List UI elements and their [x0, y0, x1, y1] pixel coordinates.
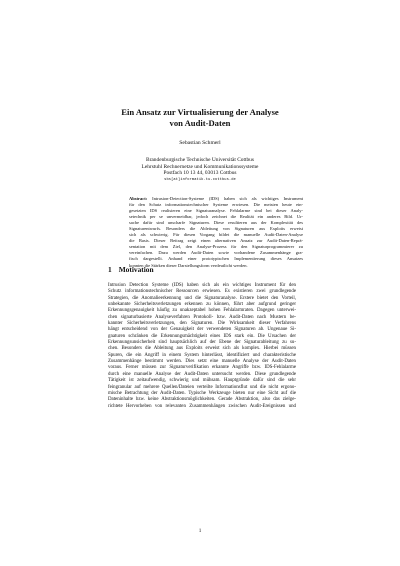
- abstract-line: für den Schutz informationstechnischer Systeme erwiesen. Die meisten heute ein-: [129, 202, 303, 208]
- abstract-line: gesetzten IDS realisieren eine Signaturanalyse. Fehlalarme sind bei dieser Analy-: [129, 208, 303, 214]
- body-line: unbekannte Sicherheitsverletzungen erkennen zu können, führt aber aufgrund geringer: [108, 302, 296, 308]
- body-line: Erkennungsunsicherheit sind hauptsächlich auf der Ebene der Signaturableitung zu su-: [108, 340, 296, 346]
- affiliation-line-3: Postfach 10 13 44, 03013 Cottbus: [163, 170, 237, 177]
- section-number: 1: [108, 265, 112, 274]
- abstract-line: setechnik per se unvermeidbar, jedoch zeichnet die Realität ein anderes Bild. Ur-: [129, 214, 303, 220]
- title-line-1: Ein Ansatz zur Virtualisierung der Analyse: [121, 107, 279, 117]
- section-title: Motivation: [118, 265, 154, 274]
- abstract: [129, 196, 303, 269]
- abstract-line: Signaturentwurfs. Besonders die Ableitung von Signaturen aus Exploits erweist: [129, 226, 303, 232]
- body-line: chen signaturbasierte Analyseverfahren Protokoll- bzw. Audit-Daten nach Mustern be-: [108, 314, 296, 320]
- body-line: Dateninhalte bzw. keine Abstraktionsmöglichkeiten. Gerade Abstraktion, also das zielge-: [108, 397, 296, 403]
- abstract-line: fisch dargestellt. Anhand einer prototypischen Implementierung dieses Ansatzes: [129, 256, 303, 262]
- affiliation: [60, 157, 340, 183]
- abstract-line: konnten die Stärken dieser Darstellungsform verdeutlicht werden.: [129, 262, 248, 268]
- body-line: durch eine manuelle Analyse der Audit-Daten untersucht werden. Diese grundlegende: [108, 371, 296, 377]
- section-heading: [108, 265, 154, 274]
- body-line: Schutz informationstechnischer Ressourcen erwiesen. Es existieren zwei grundlegende: [108, 289, 296, 295]
- title-line-2: von Audit-Daten: [169, 118, 231, 128]
- abstract-line: sentation mit dem Ziel, den Analyse-Prozess für den Signaturprogrammierer zu: [129, 244, 303, 250]
- paper-title: [60, 107, 340, 129]
- abstract-line: Abstract: Intrusion-Detection-Systeme (IDS) haben sich als wichtiges Instrument: [129, 196, 303, 201]
- author-email: sbs[at]informatik.tu-cottbus.de: [164, 177, 236, 182]
- body-line: Tätigkeit ist zeitaufwendig, schwierig und mühsam. Hauptgründe dafür sind die sehr: [108, 378, 296, 384]
- page-number: 1: [198, 528, 202, 534]
- abstract-line: vereinfachen. Dazu werden Audit-Daten sowie vorhandene Zusammenhänge gra-: [129, 250, 303, 256]
- body-line: chen. Besonders die Ableitung aus Exploits erweist sich als komplex. Hierbei müssen: [108, 346, 296, 352]
- body-line: kannter Sicherheitsverletzungen, den Signaturen. Die Wirksamkeit dieser Verfahrens: [108, 321, 296, 327]
- body-line: Strategien, die Anomalieerkennung und die Signaturanalyse. Erstere bietet den Vorteil,: [108, 295, 296, 301]
- abstract-line: die Basis. Dieser Beitrag zeigt einen alternativen Ansatz zur Audit-Daten-Reprä-: [129, 238, 303, 244]
- affiliation-line-1: Brandenburgische Technische Universität Cottbus: [146, 157, 254, 163]
- affiliation-line-2: Lehrstuhl Rechnernetze und Kommunikationssysteme: [141, 163, 259, 170]
- body-line: mische Betrachtung der Audit-Daten. Typische Werkzeuge bieten nur eine Sicht auf die: [108, 390, 296, 396]
- body-line: voraus. Ferner müssen zur Signaturverifikation erkannte Angriffe bzw. IDS-Fehlalarme: [108, 365, 296, 371]
- body-text: [108, 283, 296, 410]
- abstract-line: sich als schwierig. Für diesen Vorgang bildet die manuelle Audit-Daten-Analyse: [129, 232, 303, 238]
- abstract-line: sache dafür sind unscharfe Signaturen. Diese resultieren aus der Komplexität des: [129, 220, 303, 226]
- abstract-label: Abstract:: [129, 196, 148, 201]
- body-line: Zusammenhänge bestimmt werden. Dies setzt eine manuelle Analyse der Audit-Daten: [108, 359, 296, 365]
- body-line: Erkennungsgenauigkeit häufig zu unakzeptabel hohen Fehlalarmraten. Dagegen unterwei-: [108, 308, 296, 314]
- body-line: richtete Hervorheben von relevanten Zusammenhängen zwischen Audit-Ereignissen und: [108, 403, 296, 409]
- body-line: gnaturen schränken die Erkennungsmächtigkeit eines IDS stark ein. Die Ursachen der: [108, 333, 296, 339]
- body-line: Spuren, die ein Angriff in einem System hinterlässt, identifiziert und charakteristische: [108, 352, 296, 358]
- author-name: Sebastian Schmerl: [179, 140, 221, 146]
- body-line: hängt entscheidend von der Genauigkeit der verwendeten Signaturen ab. Ungenaue Si-: [108, 327, 296, 333]
- body-line: feingranular auf mehrere Quellen/Dateien verteilte Informationsflut und die nicht ergono-: [108, 384, 296, 390]
- body-line: Intrusion Detection Systeme (IDS) haben sich als ein wichtiges Instrument für den: [108, 283, 296, 288]
